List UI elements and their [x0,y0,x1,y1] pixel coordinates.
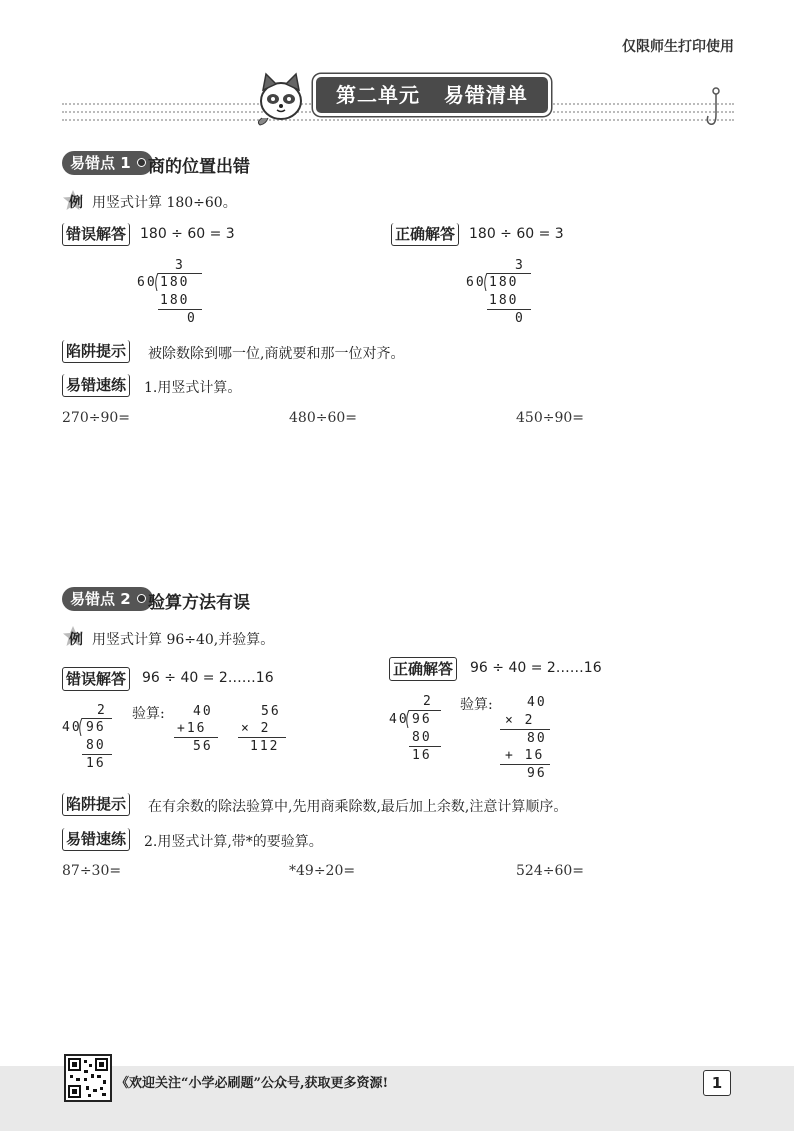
calc-remainder: 16 [86,756,106,771]
practice-text: 1.用竖式计算。 [144,380,242,396]
wrong-answer-label: 错误解答 [62,223,130,246]
wrong-answer-equation: 96 ÷ 40 = 2……16 [142,670,274,686]
check-mul-b: × 2 [505,713,535,728]
exercise-item: 524÷60= [516,863,584,879]
check-mul-b: × 2 [241,721,271,736]
calc-product: 180 [160,293,190,308]
section-tag-1: 易错点 1 [62,151,153,175]
qr-code-icon[interactable] [64,1054,112,1102]
check-label: 验算: [460,697,493,713]
check-add-b: + 16 [505,748,545,763]
footer-promo-text: 《欢迎关注“小学必刷题”公众号,获取更多资源! [116,1076,389,1091]
correct-answer-label: 正确解答 [389,657,457,681]
calc-remainder: 16 [412,748,432,763]
calc-product: 80 [412,730,432,745]
tag-dot [137,158,146,167]
calc-divisor: 60 [137,275,157,290]
calc-divisor: 60 [466,275,486,290]
calc-product: 180 [489,293,519,308]
calc-quotient: 3 [515,258,525,273]
print-notice: 仅限师生打印使用 [622,39,734,55]
calc-divisor: 40 [389,712,409,727]
exercise-item: 270÷90= [62,410,130,426]
exercise-item: *49÷20= [289,863,356,879]
calc-dividend: 96 [412,712,432,727]
correct-answer-equation: 180 ÷ 60 = 3 [469,226,564,242]
example-label: 例 [69,632,83,648]
calc-product: 80 [86,738,106,753]
section-title-1: 商的位置出错 [148,157,250,177]
calc-dividend: 180 [160,275,190,290]
page-number: 1 [703,1070,731,1096]
exercise-item: 480÷60= [289,410,357,426]
check-mul-res: 112 [250,739,280,754]
exercise-item: 87÷30= [62,863,122,879]
division-bracket-icon [405,710,411,728]
section-tag-2: 易错点 2 [62,587,153,611]
check-add-sum: 56 [193,739,213,754]
check-add-b: +16 [177,721,207,736]
example-text: 用竖式计算 180÷60。 [92,195,237,211]
raccoon-mascot-icon [252,68,310,126]
practice-text: 2.用竖式计算,带*的要验算。 [144,834,323,850]
example-label: 例 [69,195,83,211]
page-title: 第二单元 易错清单 [313,74,551,116]
tag-dot [137,594,146,603]
correct-answer-label: 正确解答 [391,223,459,246]
section-title-2: 验算方法有误 [148,593,250,613]
exercise-item: 450÷90= [516,410,584,426]
wrong-answer-label: 错误解答 [62,667,130,691]
hook-decoration-icon [704,86,726,132]
trap-tip-text: 被除数除到哪一位,商就要和那一位对齐。 [148,346,405,362]
calc-dividend: 180 [489,275,519,290]
trap-tip-label: 陷阱提示 [62,793,130,816]
trap-tip-text: 在有余数的除法验算中,先用商乘除数,最后加上余数,注意计算顺序。 [148,799,568,815]
calc-remainder: 0 [187,311,197,326]
practice-label: 易错速练 [62,828,130,851]
calc-remainder: 0 [515,311,525,326]
check-add-a: 40 [193,704,213,719]
calc-quotient: 3 [175,258,185,273]
example-text: 用竖式计算 96÷40,并验算。 [92,632,275,648]
wrong-answer-equation: 180 ÷ 60 = 3 [140,226,235,242]
correct-answer-equation: 96 ÷ 40 = 2……16 [470,660,602,676]
calc-quotient: 2 [423,694,433,709]
trap-tip-label: 陷阱提示 [62,340,130,363]
practice-label: 易错速练 [62,374,130,397]
calc-quotient: 2 [97,703,107,718]
check-add-res: 96 [527,766,547,781]
check-mul-a: 40 [527,695,547,710]
calc-dividend: 96 [86,720,106,735]
calc-divisor: 40 [62,720,82,735]
check-label: 验算: [132,706,165,722]
check-mul-res: 80 [527,731,547,746]
division-bracket-icon [78,718,84,736]
header-dotted-line [62,119,734,121]
check-mul-a: 56 [261,704,281,719]
